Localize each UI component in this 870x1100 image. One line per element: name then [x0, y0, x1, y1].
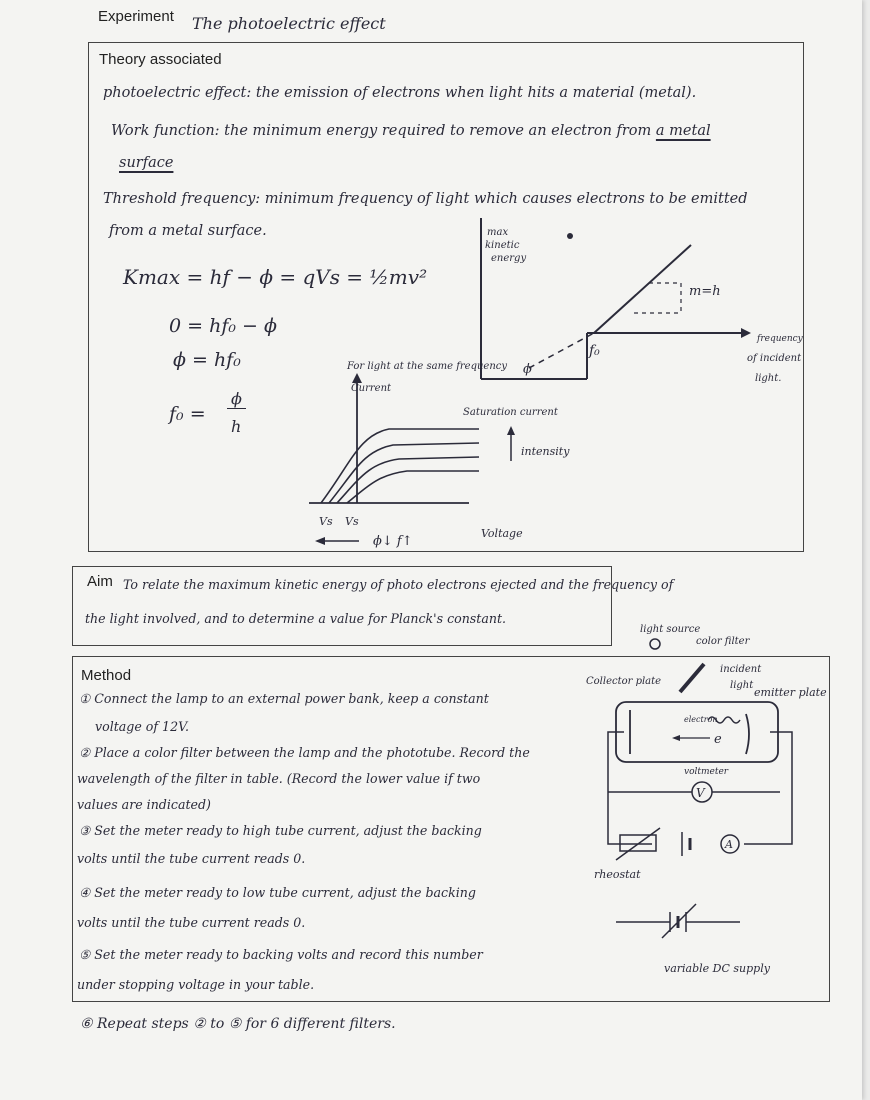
theory-line-2-underlined: a metal: [655, 123, 711, 139]
graph1-ylabel-1: max: [487, 227, 509, 238]
theory-line-4: Threshold frequency: minimum frequency of light which causes electrons to be emitted: [103, 191, 748, 207]
method-step-4a: ④ Set the meter ready to low tube current, adjust the backing: [79, 885, 476, 900]
aim-line-1: To relate the maximum kinetic energy of photo electrons ejected and the frequency of: [123, 577, 674, 592]
method-step-2a: ② Place a color filter between the lamp and the phototube. Record the: [79, 745, 530, 760]
rheostat-icon: [620, 835, 656, 851]
method-step-2b: wavelength of the filter in table. (Record the lower value if two: [77, 771, 481, 786]
graph1-ylabel-2: kinetic: [485, 240, 520, 251]
method-step-6: ⑥ Repeat steps ② to ⑤ for 6 different filters.: [80, 1016, 396, 1032]
electron-symbol: e: [714, 732, 722, 747]
circuit-diagram: [580, 616, 860, 996]
theory-line-1: photoelectric effect: the emission of electrons when light hits a material (metal).: [103, 85, 697, 101]
equation-kmax: Kmax = hf − ϕ = qVs = ½mv²: [123, 265, 428, 289]
equation-f0-numerator: ϕ: [227, 389, 246, 409]
graph1-dot: [567, 233, 573, 239]
theory-line-2-text: Work function: the minimum energy required to remove an electron from: [111, 123, 652, 139]
theory-line-3: surface: [119, 155, 174, 171]
graph1-intercept-label: f₀: [589, 343, 600, 359]
method-step-4b: volts until the tube current reads 0.: [77, 915, 306, 930]
graph2-curve-low: [337, 457, 479, 503]
graph1-xlabel-1: frequency: [757, 334, 803, 344]
equation-work-function: ϕ = hf₀: [173, 349, 241, 371]
graph2-vs-label-2: Vs: [345, 515, 359, 528]
color-filter-icon: [680, 664, 704, 692]
graph2-intensity-label: intensity: [521, 445, 570, 458]
graph2-curve-high: [321, 429, 479, 503]
phototube-icon: [616, 702, 778, 762]
equation-threshold: 0 = hf₀ − ϕ: [169, 315, 277, 337]
electron-label: electron: [684, 715, 718, 724]
kmax-frequency-graph: [89, 43, 805, 553]
voltmeter-label: voltmeter: [684, 767, 729, 777]
emitter-plate-label: emitter plate: [754, 686, 827, 699]
graph1-slope-label: m=h: [689, 284, 721, 299]
light-source-icon: [650, 639, 660, 649]
graph2-saturation-label: Saturation current: [463, 407, 558, 418]
graph2-left-arrowhead: [315, 537, 325, 545]
theory-line-5: from a metal surface.: [109, 223, 267, 239]
graph1-extrapolation: [529, 333, 594, 368]
incident-light-label-1: incident: [720, 664, 762, 675]
graph2-caption: For light at the same frequency: [347, 361, 508, 372]
graph1-ylabel-3: energy: [491, 253, 527, 264]
method-step-3a: ③ Set the meter ready to high tube current, adjust the backing: [79, 823, 482, 838]
graph1-xlabel-3: light.: [755, 373, 782, 384]
incident-light-label-2: light: [730, 680, 754, 691]
graph1-line: [594, 245, 691, 333]
aim-heading: Aim: [87, 573, 113, 590]
graph2-arrow-note: ϕ↓ f↑: [373, 534, 413, 549]
light-source-label: light source: [640, 624, 701, 635]
graph1-phi-label: ϕ: [523, 362, 532, 377]
graph2-intensity-arrowhead: [507, 426, 515, 435]
supply-variable-arrow: [662, 904, 696, 938]
graph2-curve-mid: [329, 443, 479, 503]
collector-plate-label: Collector plate: [586, 676, 662, 687]
method-heading: Method: [81, 667, 132, 684]
graph1-x-arrow: [741, 328, 751, 338]
color-filter-label: color filter: [696, 636, 750, 647]
equation-f0: f₀ =: [169, 403, 206, 425]
graph2-ylabel: Current: [351, 383, 392, 394]
method-step-2c: values are indicated): [77, 797, 211, 812]
theory-heading: Theory associated: [99, 51, 222, 68]
experiment-title: The photoelectric effect: [192, 14, 386, 33]
electron-arrowhead: [672, 735, 680, 741]
method-step-5b: under stopping voltage in your table.: [77, 977, 315, 992]
graph2-xlabel: Voltage: [481, 527, 523, 540]
graph2-y-arrow: [352, 373, 362, 383]
rheostat-label: rheostat: [594, 868, 641, 881]
supply-label: variable DC supply: [664, 962, 770, 975]
method-step-1b: voltage of 12V.: [95, 719, 189, 734]
graph2-vs-label-1: Vs: [319, 515, 333, 528]
ammeter-symbol: A: [725, 838, 733, 851]
equation-f0-denominator: h: [231, 417, 242, 436]
graph1-xlabel-2: of incident: [747, 353, 802, 364]
aim-line-2: the light involved, and to determine a value for Planck's constant.: [85, 611, 507, 626]
voltmeter-symbol: V: [696, 786, 705, 800]
experiment-label: Experiment: [98, 8, 174, 25]
emitter-plate-icon: [746, 714, 749, 754]
graph2-curve-lowest: [347, 471, 479, 503]
circuit-wire-right: [744, 732, 792, 844]
method-step-3b: volts until the tube current reads 0.: [77, 851, 306, 866]
method-step-5a: ⑤ Set the meter ready to backing volts and record this number: [79, 947, 483, 962]
theory-box: [88, 42, 804, 552]
method-step-1a: ① Connect the lamp to an external power bank, keep a constant: [79, 691, 489, 706]
